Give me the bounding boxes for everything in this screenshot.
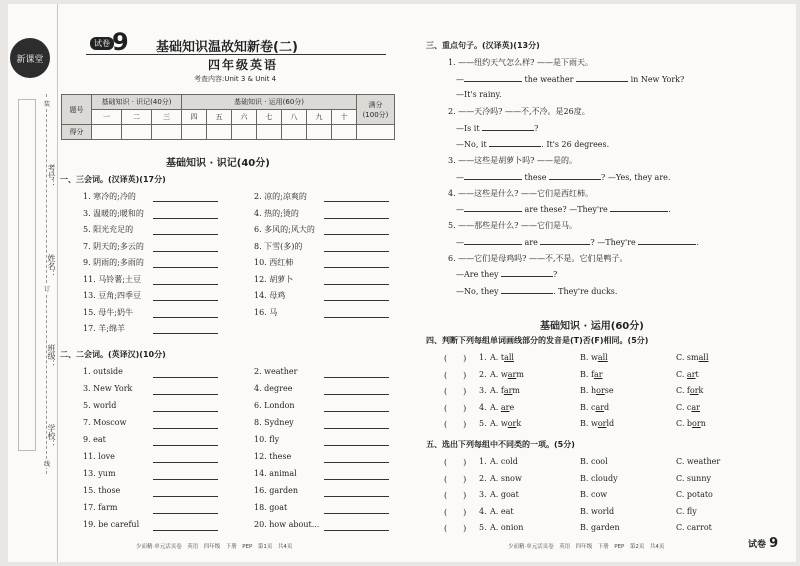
option-b: [580, 370, 603, 379]
answer-blank[interactable]: [153, 496, 218, 497]
vocab-item: 8. Sydney: [254, 418, 294, 427]
answer-blank[interactable]: [153, 377, 218, 378]
s3-text: are these? —They're: [524, 205, 608, 214]
answer-paren[interactable]: ( ): [444, 387, 467, 396]
vocab-item: 4. degree: [254, 384, 293, 393]
s3-dash: —: [456, 173, 464, 182]
answer-blank[interactable]: [153, 394, 218, 395]
vocab-item: 15. 母牛;奶牛: [83, 307, 133, 317]
vocab-item: 10. 西红柿: [254, 258, 294, 267]
score-cell[interactable]: [122, 125, 152, 140]
answer-blank[interactable]: [610, 204, 668, 212]
option-c: C. potato: [676, 490, 713, 499]
underlined-part: or: [597, 419, 607, 428]
vocab-item: 6. 多风的;风大的: [254, 225, 315, 234]
answer-blank[interactable]: [540, 237, 590, 245]
underlined-part: ar: [507, 369, 517, 379]
option-c: [676, 370, 699, 379]
row-number: 2.: [479, 369, 487, 379]
s3-dash: —: [456, 205, 464, 214]
option-suffix: ld: [606, 419, 615, 428]
answer-blank[interactable]: [153, 411, 218, 412]
row-number: 3.: [479, 490, 487, 499]
answer-blank[interactable]: [324, 284, 389, 285]
score-total-sub: (100分): [362, 110, 389, 119]
answer-blank[interactable]: [324, 462, 389, 463]
answer-blank[interactable]: [153, 251, 218, 252]
score-cell[interactable]: [307, 125, 332, 140]
vocab-item: 6. London: [254, 401, 295, 410]
exam-subtitle: 四年级英语: [208, 58, 279, 72]
row-number: 5.: [479, 523, 487, 532]
vocab-item: 15. those: [83, 486, 121, 495]
answer-blank[interactable]: [153, 201, 218, 202]
score-col: 二: [122, 110, 152, 125]
exam-badge: [90, 28, 129, 56]
answer-blank[interactable]: [324, 513, 389, 514]
score-col: 四: [182, 110, 207, 125]
answer-blank[interactable]: [153, 218, 218, 219]
part1-title: 基础知识 · 识记(40分): [166, 158, 270, 169]
option-prefix: A.: [490, 402, 501, 412]
binding-margin: [8, 4, 58, 562]
score-col: 五: [207, 110, 232, 125]
s3-line: [456, 204, 671, 214]
score-group-2: 基础知识 · 运用(60分): [182, 95, 357, 110]
answer-blank[interactable]: [324, 496, 389, 497]
s3-line: [456, 74, 684, 84]
option-c: [676, 419, 706, 428]
s3-text: ? —Yes, they are.: [601, 173, 671, 182]
score-cell[interactable]: [257, 125, 282, 140]
s3-line: 4. ——这些是什么? ——它们是西红柿。: [448, 189, 594, 198]
answer-blank[interactable]: [324, 530, 389, 531]
option-prefix: A. t: [490, 353, 505, 362]
answer-blank[interactable]: [324, 317, 389, 318]
answer-blank[interactable]: [638, 237, 696, 245]
s3-text: —No, they: [456, 287, 499, 296]
vocab-item: 14. 母鸡: [254, 291, 286, 300]
underlined-part: ar: [595, 402, 605, 412]
corner-label: 试卷: [748, 540, 767, 550]
vocab-item: 9. 阴雨的;多雨的: [83, 258, 144, 267]
title-divider: [86, 54, 386, 55]
option-suffix: k: [516, 419, 522, 428]
binding-box: [18, 99, 36, 451]
score-cell[interactable]: [282, 125, 307, 140]
exam-title: 基础知识温故知新卷(二): [156, 40, 298, 55]
row-number: 4.: [479, 402, 487, 412]
row-number: 4.: [479, 506, 487, 516]
score-col: 十: [332, 110, 357, 125]
corner-badge: [748, 536, 778, 551]
answer-blank[interactable]: [153, 445, 218, 446]
vocab-item: 19. be careful: [83, 520, 140, 529]
answer-blank[interactable]: [501, 269, 553, 277]
vocab-item: 16. garden: [254, 486, 298, 495]
score-col: 七: [257, 110, 282, 125]
s3-text: ?: [534, 124, 539, 133]
option-prefix: A. w: [490, 419, 508, 428]
answer-blank[interactable]: [324, 218, 389, 219]
answer-blank[interactable]: [464, 204, 522, 212]
option-b: [580, 386, 614, 395]
answer-blank[interactable]: [153, 300, 218, 301]
vocab-item: 8. 下雪(多)的: [254, 241, 303, 251]
score-cell[interactable]: [332, 125, 357, 140]
answer-blank[interactable]: [549, 172, 601, 180]
option-a: [490, 353, 514, 362]
answer-blank[interactable]: [324, 445, 389, 446]
vocab-item: 13. 豆角;四季豆: [83, 291, 141, 300]
option-prefix: C. c: [676, 402, 692, 412]
option-c: C. carrot: [676, 523, 712, 532]
underlined-part: or: [689, 386, 699, 395]
option-prefix: B. c: [580, 402, 596, 412]
s3-dash: —: [456, 238, 464, 247]
option-prefix: B. f: [580, 369, 594, 379]
vocab-item: 11. love: [83, 452, 115, 461]
option-b: B. cloudy: [580, 473, 618, 483]
s3-text: these: [524, 173, 547, 182]
option-suffix: n: [700, 419, 706, 428]
vocab-item: 3. New York: [83, 384, 133, 393]
answer-paren[interactable]: ( ): [444, 474, 467, 484]
option-a: [490, 386, 520, 395]
answer-paren[interactable]: ( ): [444, 354, 467, 363]
footer-right: 少而精·单元活页卷 英语 四年级 下册 PEP 第2页 共4页: [508, 544, 665, 550]
vocab-item: 12. 胡萝卜: [254, 274, 294, 284]
publisher-logo: 新课堂: [10, 38, 50, 78]
exam-page: [8, 4, 796, 562]
name-field: 姓名：: [47, 254, 56, 278]
exam-number-field: 考号：: [47, 164, 56, 188]
underlined-part: ar: [686, 369, 696, 379]
answer-blank[interactable]: [153, 513, 218, 514]
answer-blank[interactable]: [324, 394, 389, 395]
answer-blank[interactable]: [576, 74, 628, 82]
school-field: 学校：: [47, 424, 56, 448]
score-row-label: 题号: [62, 95, 92, 125]
answer-blank[interactable]: [324, 267, 389, 268]
answer-blank[interactable]: [324, 234, 389, 235]
option-c: C. sunny: [676, 473, 712, 483]
s3-text: .: [668, 205, 671, 214]
corner-number: 9: [769, 536, 779, 551]
part2-title: 基础知识 · 运用(60分): [540, 321, 644, 332]
vocab-item: 4. 热的;烫的: [254, 208, 299, 218]
option-prefix: C.: [676, 369, 687, 379]
answer-paren[interactable]: ( ): [444, 524, 467, 533]
score-col: 一: [92, 110, 122, 125]
underlined-part: or: [692, 419, 701, 428]
s3-line: [456, 269, 557, 279]
option-suffix: e: [509, 402, 515, 412]
vocab-item: 7. 阴天的;多云的: [83, 241, 144, 251]
row-number: 2.: [479, 473, 487, 483]
option-suffix: m: [516, 369, 524, 379]
s3-line: 3. ——这些是胡萝卜吗? ——是的。: [448, 156, 578, 165]
score-col: 九: [307, 110, 332, 125]
vocab-item: 3. 温暖的;暖和的: [83, 208, 144, 218]
vocab-item: 16. 马: [254, 307, 278, 317]
answer-blank[interactable]: [153, 317, 218, 318]
score-cell[interactable]: [182, 125, 207, 140]
s3-line: 2. ——天冷吗? ——不,不冷。是26度。: [448, 107, 590, 116]
s3-line: —It's rainy.: [456, 90, 502, 99]
score-cell[interactable]: [207, 125, 232, 140]
option-c: C. fly: [676, 506, 697, 516]
s3-text: . It's 26 degrees.: [541, 140, 610, 149]
vocab-item: 1. outside: [83, 367, 123, 376]
s3-text: —Are they: [456, 270, 499, 279]
score-cell[interactable]: [92, 125, 122, 140]
row-number: 3.: [479, 386, 487, 395]
underlined-part: ar: [691, 402, 700, 412]
vocab-item: 17. 羊;绵羊: [83, 324, 125, 333]
answer-paren[interactable]: ( ): [444, 458, 467, 467]
vocab-item: 13. yum: [83, 469, 116, 478]
underlined-part: or: [507, 419, 517, 428]
option-suffix: m: [512, 386, 521, 395]
answer-paren[interactable]: ( ): [444, 403, 467, 413]
underlined-part: all: [698, 353, 709, 362]
underlined-part: ar: [500, 402, 510, 412]
vocab-item: 9. eat: [83, 435, 106, 444]
answer-paren[interactable]: ( ): [444, 491, 467, 500]
answer-blank[interactable]: [153, 333, 218, 334]
underlined-part: all: [597, 353, 608, 362]
cut-label: 订: [43, 286, 50, 293]
s3-line: [456, 237, 699, 247]
s3-line: [456, 172, 670, 182]
answer-blank[interactable]: [324, 377, 389, 378]
option-c: C. weather: [676, 457, 721, 466]
row-number: 1.: [479, 457, 487, 466]
sec1-title: 一、三会词。(汉译英)(17分): [60, 175, 166, 184]
s3-line: [456, 139, 609, 149]
option-b: [580, 403, 609, 412]
answer-blank[interactable]: [153, 267, 218, 268]
vocab-item: 5. 阳光充足的: [83, 225, 134, 234]
score-total-label: 满分: [368, 100, 383, 109]
underlined-part: ar: [503, 386, 513, 395]
answer-blank[interactable]: [153, 428, 218, 429]
sec5-title: 五、选出下列每组中不同类的一项。(5分): [426, 440, 575, 449]
s3-text: —Is it: [456, 124, 480, 133]
score-col: 三: [152, 110, 182, 125]
option-prefix: C. b: [676, 419, 693, 428]
score-cell[interactable]: [232, 125, 257, 140]
s3-dash: —: [456, 75, 464, 84]
vocab-item: 14. animal: [254, 469, 297, 478]
option-b: B. cow: [580, 490, 608, 499]
s3-line: 5. ——那些是什么? ——它们是马。: [448, 221, 578, 230]
s3-text: ? —They're: [590, 238, 636, 247]
answer-blank[interactable]: [324, 300, 389, 301]
answer-blank[interactable]: [464, 74, 522, 82]
sec3-title: 三、重点句子。(汉译英)(13分): [426, 41, 540, 50]
underlined-part: ar: [593, 369, 603, 379]
s3-text: —No, it: [456, 140, 487, 149]
s3-line: 6. ——它们是母鸡吗? ——不,不是。它们是鸭子。: [448, 254, 628, 263]
vocab-item: 2. 凉的;凉爽的: [254, 192, 307, 201]
answer-paren[interactable]: ( ): [444, 420, 467, 429]
exam-scope: 考查内容:Unit 3 & Unit 4: [194, 75, 277, 83]
option-a: A. onion: [490, 523, 524, 532]
answer-blank[interactable]: [324, 411, 389, 412]
score-cell[interactable]: [152, 125, 182, 140]
vocab-item: 20. how about...: [254, 520, 320, 529]
option-c: [676, 403, 700, 412]
underlined-part: or: [596, 386, 605, 395]
option-a: A. cold: [490, 457, 518, 466]
option-b: B. world: [580, 506, 615, 516]
option-b: B. cool: [580, 457, 608, 466]
s3-text: the weather: [524, 75, 574, 84]
underlined-part: all: [504, 353, 514, 362]
vocab-item: 10. fly: [254, 435, 280, 444]
answer-blank[interactable]: [464, 172, 522, 180]
answer-blank[interactable]: [324, 251, 389, 252]
option-prefix: B. w: [580, 419, 598, 428]
option-prefix: B. w: [580, 353, 598, 362]
answer-blank[interactable]: [153, 530, 218, 531]
option-a: A. eat: [490, 506, 514, 516]
option-b: [580, 353, 608, 362]
answer-blank[interactable]: [153, 462, 218, 463]
vocab-item: 5. world: [83, 401, 117, 410]
score-cell[interactable]: [357, 125, 395, 140]
answer-blank[interactable]: [153, 234, 218, 235]
option-suffix: t: [695, 369, 699, 379]
row-number: 5.: [479, 419, 487, 428]
class-field: 班级：: [47, 344, 56, 368]
answer-blank[interactable]: [324, 479, 389, 480]
answer-blank[interactable]: [324, 201, 389, 202]
score-col: 六: [232, 110, 257, 125]
option-c: [676, 353, 709, 362]
vocab-item: 11. 马铃薯;土豆: [83, 274, 141, 284]
vocab-item: 18. goat: [254, 503, 288, 512]
option-prefix: A. w: [490, 369, 508, 379]
option-a: [490, 403, 514, 412]
s3-line: 1. ——纽约天气怎么样? ——是下雨天。: [448, 58, 594, 67]
option-a: [490, 370, 524, 379]
row-number: 1.: [479, 353, 487, 362]
s3-line: [456, 123, 538, 133]
answer-blank[interactable]: [464, 237, 522, 245]
option-a: A. snow: [490, 473, 522, 483]
answer-blank[interactable]: [324, 428, 389, 429]
answer-paren[interactable]: ( ): [444, 370, 467, 380]
s3-text: are: [524, 238, 538, 247]
cut-label: 线: [43, 461, 50, 468]
answer-blank[interactable]: [153, 479, 218, 480]
option-b: [580, 419, 614, 428]
vocab-item: 1. 寒冷的;冷的: [83, 192, 136, 201]
option-prefix: C. f: [676, 386, 690, 395]
sec4-title: 四、判断下列每组单词画线部分的发音是(T)否(F)相同。(5分): [426, 336, 649, 345]
option-b: B. garden: [580, 523, 620, 532]
option-suffix: d: [604, 402, 610, 412]
s3-text: in New York?: [630, 75, 685, 84]
s3-text: . They're ducks.: [553, 287, 618, 296]
option-suffix: k: [698, 386, 704, 395]
option-suffix: se: [604, 386, 614, 395]
s3-line: [456, 286, 617, 296]
option-prefix: B. h: [580, 386, 597, 395]
score-label: 得分: [62, 125, 92, 140]
option-a: [490, 419, 521, 428]
option-c: [676, 386, 703, 395]
vocab-item: 17. farm: [83, 503, 118, 512]
answer-paren[interactable]: ( ): [444, 507, 467, 517]
option-prefix: A. f: [490, 386, 504, 395]
score-group-1: 基础知识 · 识记(40分): [92, 95, 182, 110]
badge-label: 试卷: [90, 37, 114, 50]
s3-text: .: [696, 238, 699, 247]
score-total: [357, 95, 395, 125]
answer-blank[interactable]: [482, 123, 534, 131]
score-table: [61, 94, 395, 140]
footer-left: 少而精·单元活页卷 英语 四年级 下册 PEP 第1页 共4页: [136, 544, 293, 550]
badge-number: 9: [112, 28, 129, 56]
cut-label: 装: [43, 101, 50, 108]
sec2-title: 二、二会词。(英译汉)(10分): [60, 350, 166, 359]
vocab-item: 7. Moscow: [83, 418, 127, 427]
answer-blank[interactable]: [153, 284, 218, 285]
answer-blank[interactable]: [489, 139, 541, 147]
vocab-item: 12. these: [254, 452, 292, 461]
answer-blank[interactable]: [501, 286, 553, 294]
option-a: A. goat: [490, 490, 519, 499]
option-prefix: C. sm: [676, 353, 699, 362]
vocab-item: 2. weather: [254, 367, 298, 376]
score-col: 八: [282, 110, 307, 125]
s3-text: ?: [553, 270, 558, 279]
